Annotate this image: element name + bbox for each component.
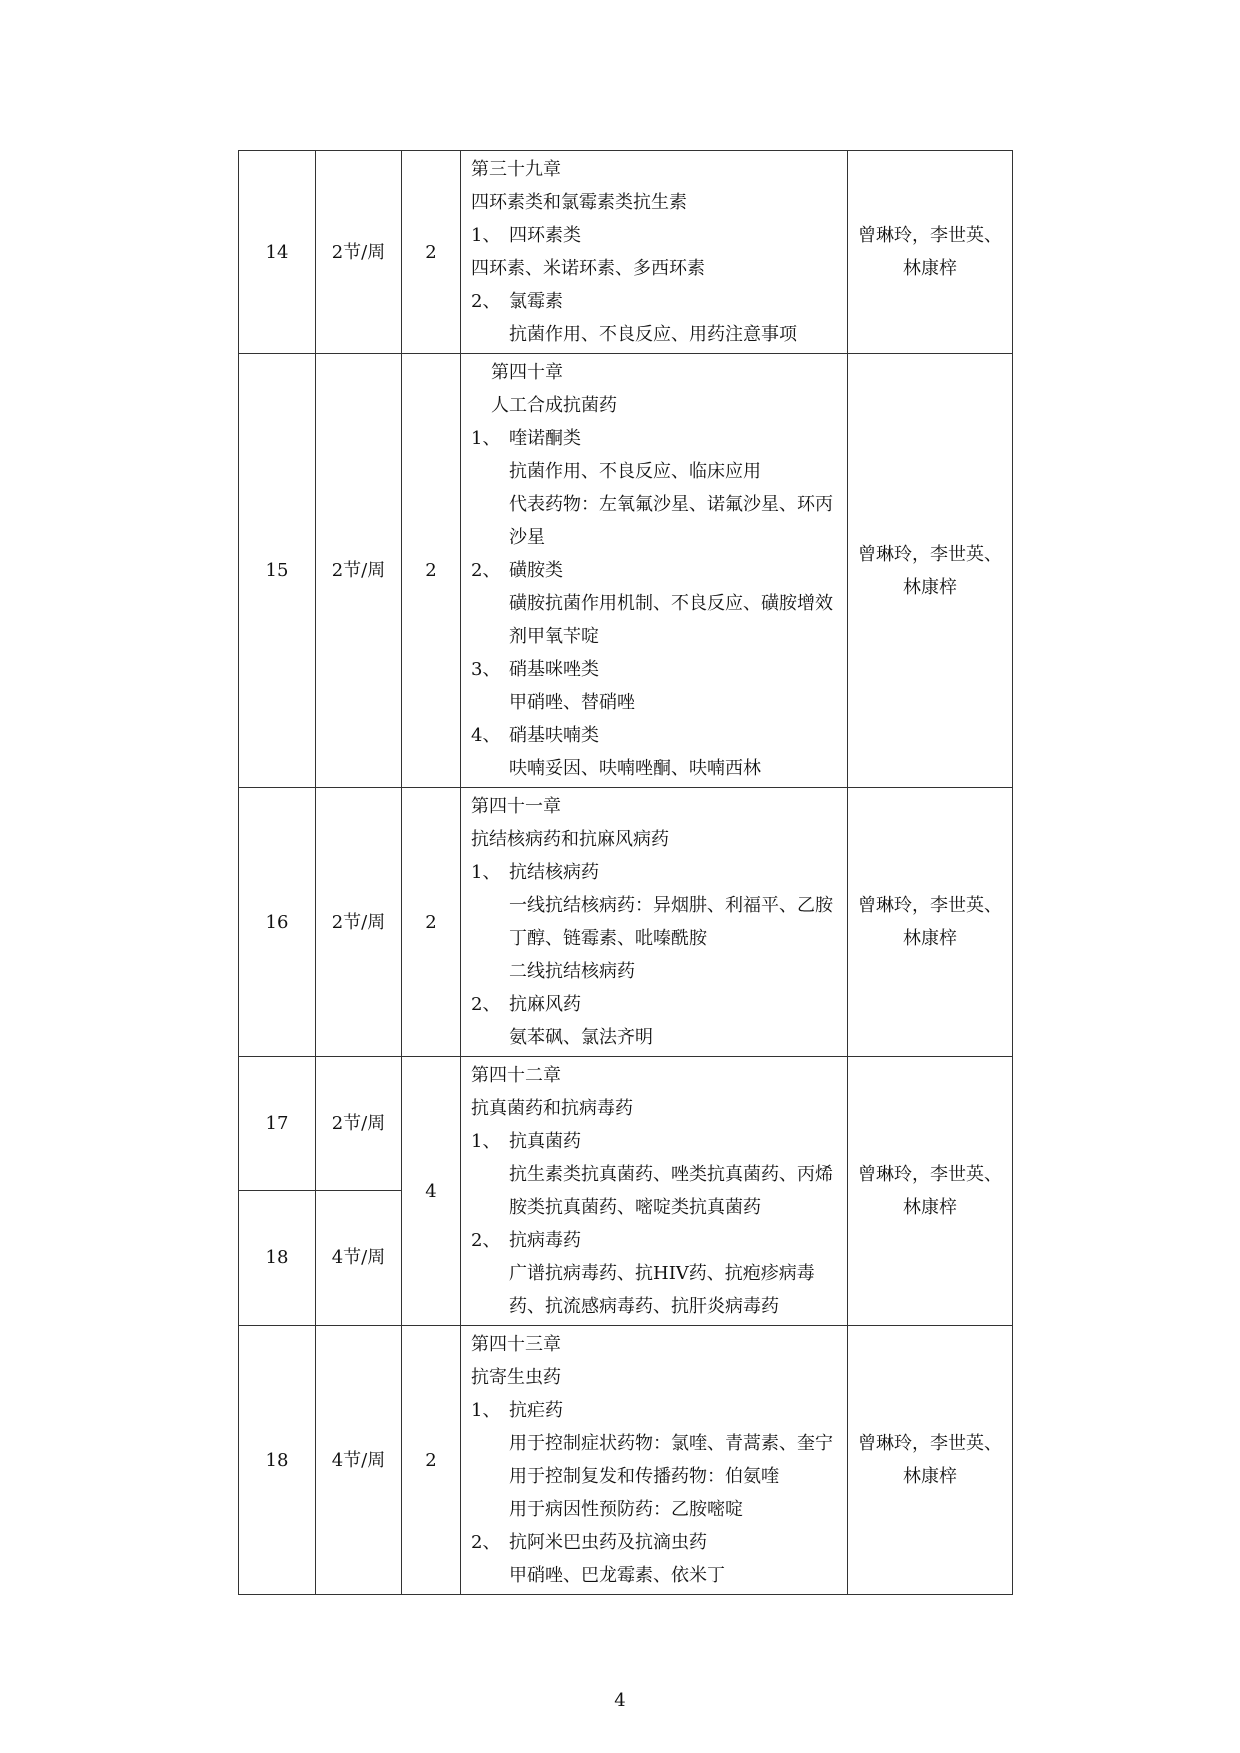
item-number: 1、 — [471, 862, 501, 883]
content-line — [471, 955, 845, 988]
content-line — [471, 686, 845, 719]
line-text: 二线抗结核病药 — [509, 961, 635, 982]
line-text: 抗疟药 — [509, 1400, 563, 1421]
content-line — [471, 219, 845, 252]
item-number: 1、 — [471, 428, 501, 449]
content-line — [471, 1559, 845, 1592]
line-text: 甲硝唑、巴龙霉素、依米丁 — [509, 1565, 725, 1586]
content-line — [471, 1460, 845, 1493]
week-cell: 14 — [239, 151, 316, 354]
content-line — [471, 455, 845, 488]
content-line — [471, 1257, 845, 1323]
chapter-content-cell — [461, 354, 848, 788]
total-hours-cell: 4 — [402, 1057, 461, 1326]
item-number: 1、 — [471, 1131, 501, 1152]
teacher-cell: 曾琳玲，李世英、林康梓 — [848, 1057, 1013, 1326]
line-text: 抗病毒药 — [509, 1230, 581, 1251]
item-number: 2、 — [471, 560, 501, 581]
line-text: 抗阿米巴虫药及抗滴虫药 — [509, 1532, 707, 1553]
line-text: 第四十一章 — [471, 796, 561, 817]
content-line — [471, 1328, 845, 1361]
total-hours-cell: 2 — [402, 1326, 461, 1595]
content-line — [471, 318, 845, 351]
week-cell: 15 — [239, 354, 316, 788]
teacher-cell: 曾琳玲，李世英、林康梓 — [848, 151, 1013, 354]
content-line — [471, 1021, 845, 1054]
line-text: 甲硝唑、替硝唑 — [509, 692, 635, 713]
line-text: 抗菌作用、不良反应、用药注意事项 — [509, 324, 797, 345]
page-number: 4 — [614, 1690, 626, 1711]
line-text: 四环素、米诺环素、多西环素 — [471, 258, 705, 279]
table-row — [239, 151, 1013, 354]
hours-cell: 4节/周 — [316, 1190, 402, 1325]
content-line — [471, 1394, 845, 1427]
table-row — [239, 788, 1013, 1057]
line-text: 抗生素类抗真菌药、唑类抗真菌药、丙烯胺类抗真菌药、嘧啶类抗真菌药 — [509, 1164, 833, 1218]
content-line — [471, 356, 845, 389]
teacher-cell: 曾琳玲，李世英、林康梓 — [848, 354, 1013, 788]
line-text: 四环素类 — [509, 225, 581, 246]
line-text: 抗菌作用、不良反应、临床应用 — [509, 461, 761, 482]
item-number: 2、 — [471, 291, 501, 312]
line-text: 氨苯砜、氯法齐明 — [509, 1027, 653, 1048]
item-number: 4、 — [471, 725, 501, 746]
hours-cell: 2节/周 — [316, 354, 402, 788]
content-line — [471, 1493, 845, 1526]
teacher-cell: 曾琳玲，李世英、林康梓 — [848, 788, 1013, 1057]
chapter-content-cell — [461, 1326, 848, 1595]
hours-cell: 2节/周 — [316, 151, 402, 354]
line-text: 代表药物：左氧氟沙星、诺氟沙星、环丙沙星 — [509, 494, 833, 548]
line-text: 抗麻风药 — [509, 994, 581, 1015]
content-line — [471, 1059, 845, 1092]
content-line — [471, 1158, 845, 1224]
line-text: 抗结核病药和抗麻风病药 — [471, 829, 669, 850]
line-text: 第四十二章 — [471, 1065, 561, 1086]
hours-cell: 2节/周 — [316, 1057, 402, 1191]
line-text: 第四十三章 — [471, 1334, 561, 1355]
line-text: 用于控制复发和传播药物：伯氨喹 — [509, 1466, 779, 1487]
content-line — [471, 488, 845, 554]
total-hours-cell: 2 — [402, 788, 461, 1057]
week-cell: 17 — [239, 1057, 316, 1191]
line-text: 第三十九章 — [471, 159, 561, 180]
total-hours-cell: 2 — [402, 354, 461, 788]
content-line — [471, 587, 845, 653]
content-line — [471, 653, 845, 686]
table-row — [239, 1326, 1013, 1595]
line-text: 磺胺抗菌作用机制、不良反应、磺胺增效剂甲氧苄啶 — [509, 593, 833, 647]
line-text: 抗真菌药和抗病毒药 — [471, 1098, 633, 1119]
content-line — [471, 1361, 845, 1394]
line-text: 抗寄生虫药 — [471, 1367, 561, 1388]
line-text: 一线抗结核病药：异烟肼、利福平、乙胺丁醇、链霉素、吡嗪酰胺 — [509, 895, 833, 949]
content-line — [471, 1224, 845, 1257]
content-line — [471, 856, 845, 889]
week-cell: 18 — [239, 1190, 316, 1325]
line-text: 喹诺酮类 — [509, 428, 581, 449]
line-text: 四环素类和氯霉素类抗生素 — [471, 192, 687, 213]
line-text: 用于病因性预防药：乙胺嘧啶 — [509, 1499, 743, 1520]
line-text: 广谱抗病毒药、抗HIV药、抗疱疹病毒药、抗流感病毒药、抗肝炎病毒药 — [509, 1263, 815, 1317]
content-line — [471, 389, 845, 422]
content-line — [471, 285, 845, 318]
line-text: 氯霉素 — [509, 291, 563, 312]
total-hours-cell: 2 — [402, 151, 461, 354]
schedule-table — [238, 150, 1013, 1595]
content-line — [471, 719, 845, 752]
item-number: 2、 — [471, 1230, 501, 1251]
line-text: 第四十章 — [491, 362, 563, 383]
content-line — [471, 889, 845, 955]
content-line — [471, 554, 845, 587]
content-line — [471, 1427, 845, 1460]
line-text: 人工合成抗菌药 — [491, 395, 617, 416]
line-text: 磺胺类 — [509, 560, 563, 581]
chapter-content-cell — [461, 1057, 848, 1326]
content-line — [471, 186, 845, 219]
content-line — [471, 1092, 845, 1125]
content-line — [471, 252, 845, 285]
week-cell: 16 — [239, 788, 316, 1057]
content-line — [471, 752, 845, 785]
hours-cell: 2节/周 — [316, 788, 402, 1057]
line-text: 抗真菌药 — [509, 1131, 581, 1152]
table-row — [239, 1057, 1013, 1191]
teacher-cell: 曾琳玲，李世英、林康梓 — [848, 1326, 1013, 1595]
content-line — [471, 988, 845, 1021]
line-text: 呋喃妥因、呋喃唑酮、呋喃西林 — [509, 758, 761, 779]
table-row — [239, 354, 1013, 788]
item-number: 3、 — [471, 659, 501, 680]
content-line — [471, 1125, 845, 1158]
week-cell: 18 — [239, 1326, 316, 1595]
content-line — [471, 422, 845, 455]
hours-cell: 4节/周 — [316, 1326, 402, 1595]
chapter-content-cell — [461, 151, 848, 354]
line-text: 硝基呋喃类 — [509, 725, 599, 746]
content-line — [471, 823, 845, 856]
chapter-content-cell — [461, 788, 848, 1057]
item-number: 1、 — [471, 1400, 501, 1421]
content-line — [471, 790, 845, 823]
item-number: 2、 — [471, 994, 501, 1015]
content-line — [471, 1526, 845, 1559]
line-text: 抗结核病药 — [509, 862, 599, 883]
item-number: 1、 — [471, 225, 501, 246]
line-text: 硝基咪唑类 — [509, 659, 599, 680]
item-number: 2、 — [471, 1532, 501, 1553]
line-text: 用于控制症状药物：氯喹、青蒿素、奎宁 — [509, 1433, 833, 1454]
content-line — [471, 153, 845, 186]
